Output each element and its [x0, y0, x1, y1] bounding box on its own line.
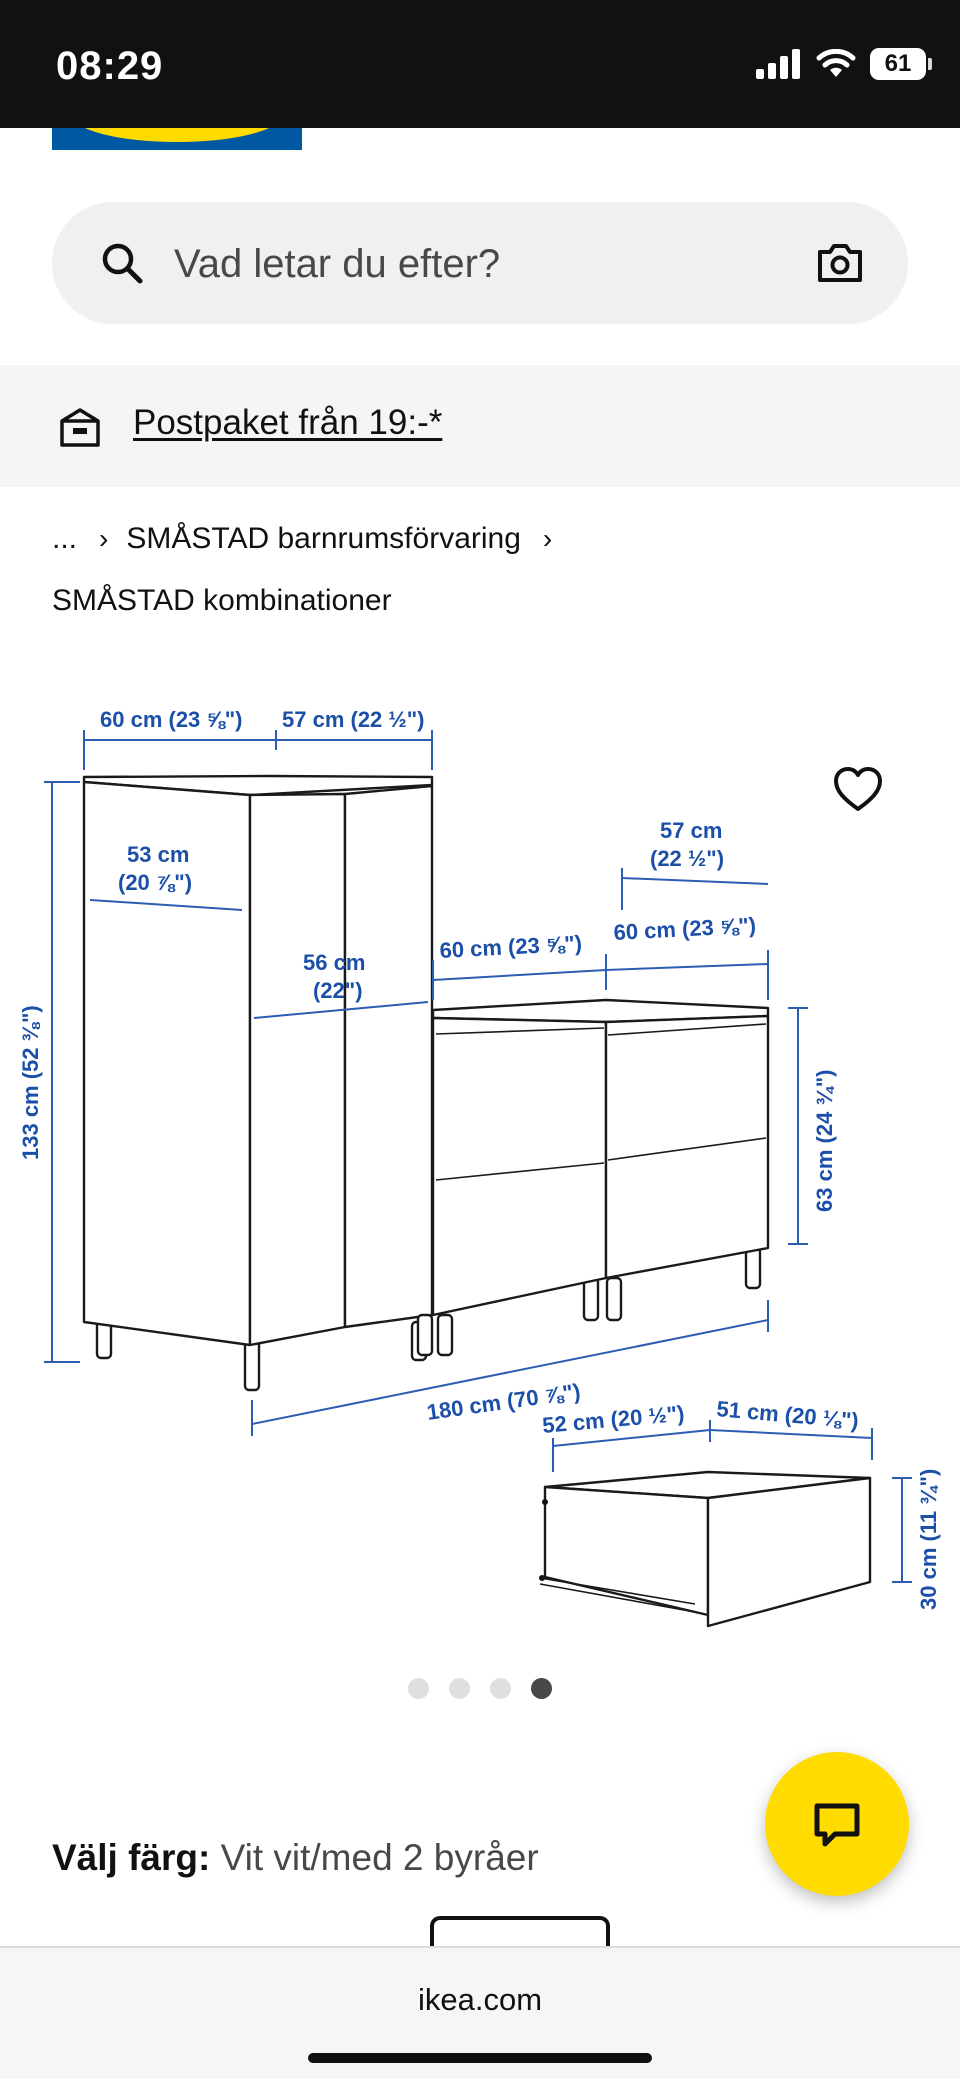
signal-icon — [756, 49, 802, 79]
status-icons — [756, 48, 926, 80]
color-value: Vit vit/med 2 byråer — [220, 1837, 539, 1878]
dim-dresser-depth-inch: (22 ½") — [650, 846, 725, 871]
dim-dresser-depth: 57 cm — [660, 818, 723, 843]
carousel-dot-active[interactable] — [531, 1678, 552, 1699]
dim-wardrobe-inner-width-inch: (22") — [313, 978, 363, 1003]
chat-button[interactable] — [765, 1752, 909, 1896]
ikea-logo[interactable] — [52, 128, 302, 150]
status-time: 08:29 — [56, 44, 164, 88]
status-bar — [0, 0, 960, 128]
carousel-dots — [408, 1678, 552, 1699]
drawer-drawing — [539, 1472, 870, 1626]
wardrobe-drawing — [84, 776, 432, 1390]
breadcrumb-ellipsis[interactable]: ... — [52, 522, 78, 555]
dim-dresser-width-1: 60 cm (23 ⅝") — [438, 930, 583, 963]
search-input[interactable]: Vad letar du efter? — [174, 242, 501, 286]
dim-wardrobe-inner-depth-inch: (20 ⅞") — [118, 870, 193, 895]
battery-indicator: 61 — [870, 48, 926, 80]
dim-wardrobe-height: 133 cm (52 ⅜") — [18, 1005, 43, 1160]
breadcrumb-current[interactable]: SMÅSTAD kombinationer — [52, 584, 392, 617]
dim-wardrobe-width: 60 cm (23 ⅝") — [100, 707, 243, 732]
search-bar[interactable] — [52, 202, 908, 324]
product-image[interactable] — [0, 660, 960, 1640]
chevron-right-icon: › — [542, 523, 553, 554]
carousel-dot[interactable] — [490, 1678, 511, 1699]
search-icon — [100, 241, 144, 285]
heart-icon[interactable] — [830, 762, 886, 818]
dim-drawer-height: 30 cm (11 ¾") — [916, 1468, 941, 1610]
dim-dresser-height: 63 cm (24 ¾") — [812, 1069, 837, 1212]
dim-wardrobe-inner-width: 56 cm — [303, 950, 366, 975]
browser-bottom-bar — [0, 1946, 960, 2079]
dim-wardrobe-inner-depth: 53 cm — [127, 842, 190, 867]
dim-drawer-depth: 51 cm (20 ⅛") — [715, 1396, 860, 1434]
dim-drawer-width: 52 cm (20 ½") — [541, 1400, 686, 1438]
color-selection — [52, 1837, 539, 1879]
camera-icon[interactable] — [816, 242, 864, 284]
promo-banner — [0, 365, 960, 487]
promo-link[interactable]: Postpaket från 19:-* — [133, 403, 443, 442]
home-indicator[interactable] — [308, 2053, 652, 2063]
dim-wardrobe-depth: 57 cm (22 ½") — [282, 707, 425, 732]
dresser-drawing — [418, 1000, 768, 1355]
carousel-dot[interactable] — [408, 1678, 429, 1699]
breadcrumb — [52, 522, 570, 556]
breadcrumb-item-smastad-storage[interactable]: SMÅSTAD barnrumsförvaring — [126, 522, 521, 555]
carousel-dot[interactable] — [449, 1678, 470, 1699]
chevron-right-icon: › — [99, 523, 109, 554]
chat-icon — [809, 1796, 865, 1852]
url-bar[interactable]: ikea.com — [417, 1982, 543, 2017]
color-label: Välj färg: — [52, 1837, 211, 1878]
dim-dresser-width-2: 60 cm (23 ⅝") — [612, 912, 757, 945]
wifi-icon — [816, 49, 856, 79]
dim-total-width: 180 cm (70 ⅞") — [425, 1378, 582, 1425]
parcel-icon — [58, 405, 102, 449]
